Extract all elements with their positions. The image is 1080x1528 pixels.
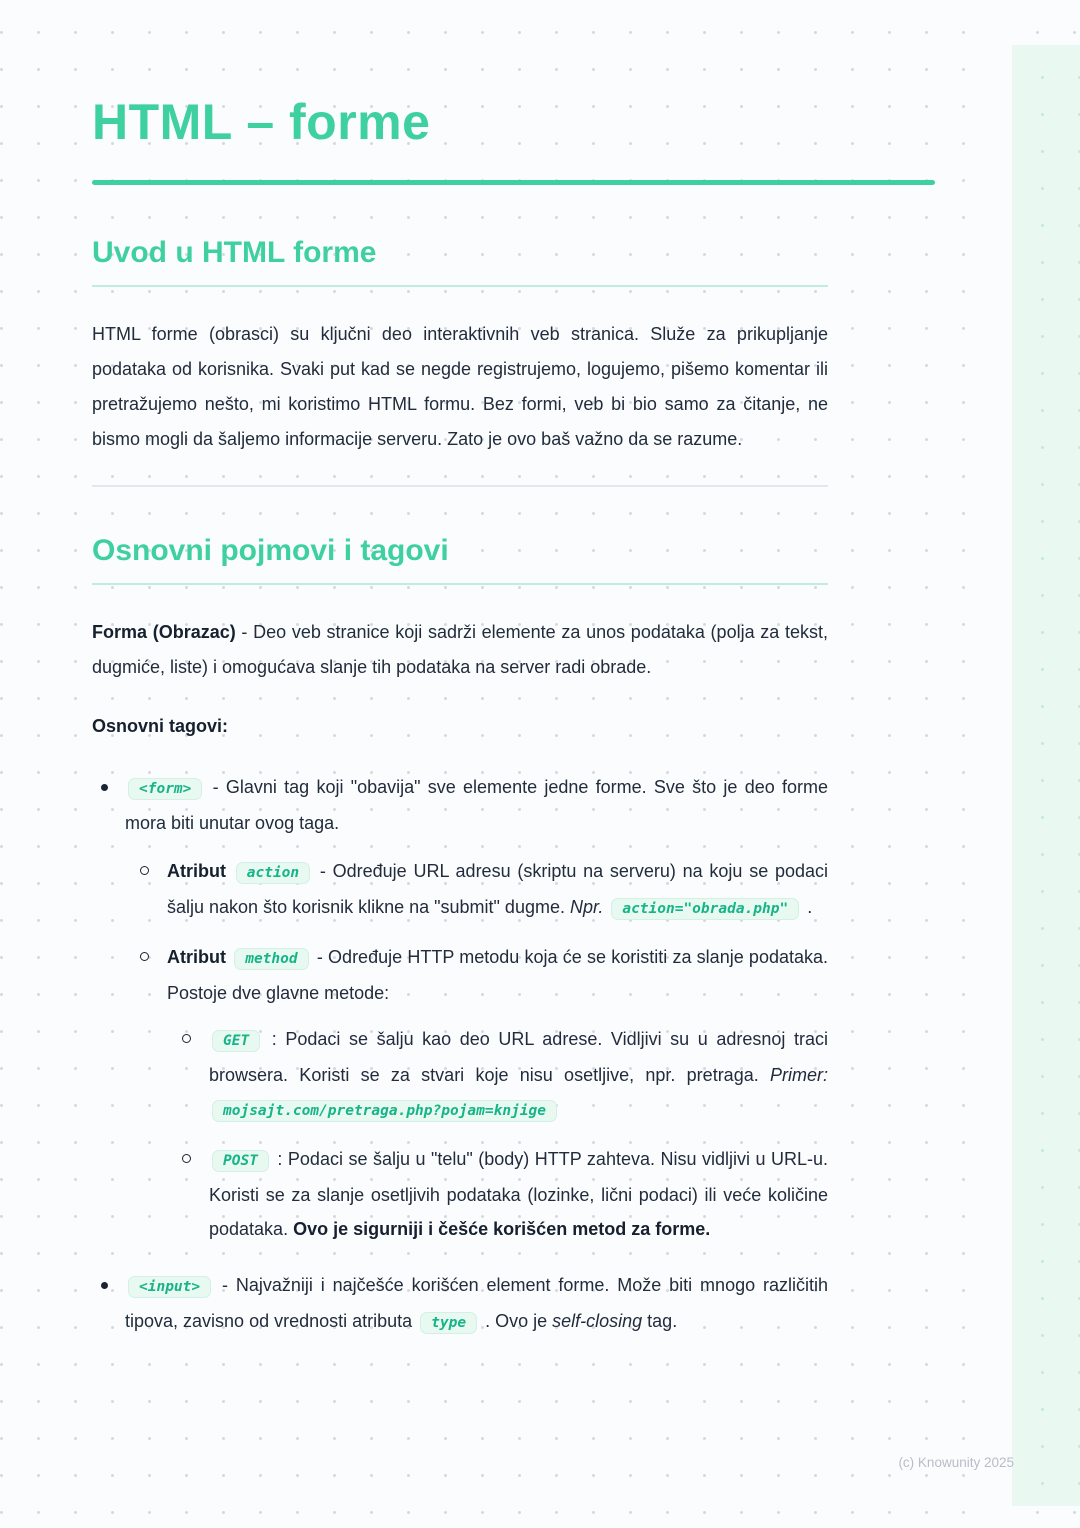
code-chip: action="obrada.php" <box>611 898 799 920</box>
section-heading-basics: Osnovni pojmovi i tagovi <box>92 533 828 585</box>
list-item-form <box>92 770 828 1246</box>
form-attributes-list <box>134 854 828 1246</box>
list-item-method-text: Atribut method - Određuje HTTP metodu koja će se koristiti za slanje podataka. Postoje dve glavne metode: <box>167 947 829 1003</box>
list-item-action <box>134 854 828 926</box>
right-margin-strip <box>968 0 1012 1528</box>
tags-list <box>92 770 828 1340</box>
title-rule <box>92 180 935 185</box>
section-heading-intro: Uvod u HTML forme <box>92 235 828 287</box>
code-chip: POST <box>212 1150 269 1172</box>
code-chip: mojsajt.com/pretraga.php?pojam=knjige <box>212 1100 557 1122</box>
list-item-input-text: <input> - Najvažniji i najčešće korišćen element forme. Može biti mnogo različitih tipova, zavisno od vrednosti atributa type . Ovo je self-closing tag. <box>125 1268 828 1340</box>
code-chip: type <box>420 1312 477 1334</box>
list-item-action-text: Atribut action - Određuje URL adresu (skriptu na serveru) na koju se podaci šalju nakon što korisnik klikne na "submit" dugme. Npr. action="obrada.php" . <box>167 854 828 926</box>
code-chip: action <box>236 862 310 884</box>
footer-credit: (c) Knowunity 2025 <box>898 1455 1014 1470</box>
intro-paragraph: HTML forme (obrasci) su ključni deo interaktivnih veb stranica. Služe za prikupljanje podataka od korisnika. Svaki put kad se negde registrujemo, logujemo, pišemo komentar ili pretražujemo nešto, mi koristimo HTML formu. Bez formi, veb bi bio samo za čitanje, ne bismo mogli da šaljemo informacije serveru. Zato je ovo baš važno da se razume. <box>92 324 828 449</box>
list-item-form-text: <form> - Glavni tag koji "obavija" sve elemente jedne forme. Sve što je deo forme mora biti unutar ovog taga. <box>125 777 828 833</box>
list-item-input <box>92 1268 828 1340</box>
section-basics <box>92 533 828 1340</box>
basics-paragraph: Forma (Obrazac) - Deo veb stranice koji sadrži elemente za unos podataka (polja za tekst, dugmiće, liste) i omogućava slanje tih podataka na server radi obrade. <box>92 622 828 677</box>
list-item-get-text: GET : Podaci se šalju kao deo URL adrese. Vidljivi su u adresnoj traci browsera. Koristi se za stvari koje nisu osetljive, npr. pretraga. Primer: mojsajt.com/pretraga.php?pojam=knjige <box>209 1022 828 1128</box>
list-item-post <box>176 1142 828 1246</box>
page-title: HTML – forme <box>92 94 431 150</box>
tags-label: Osnovni tagovi: <box>92 716 229 736</box>
section-divider <box>92 485 828 487</box>
code-chip: GET <box>212 1030 260 1052</box>
code-chip: method <box>234 948 308 970</box>
content-column <box>92 0 828 1362</box>
section-intro <box>92 235 828 457</box>
code-chip: <form> <box>128 778 202 800</box>
list-item-post-text: POST : Podaci se šalju u "telu" (body) HTTP zahteva. Nisu vidljivi u URL-u. Koristi se za slanje osetljivih podataka (lozinke, lični podaci) ili veće količine podataka. Ovo je sigurniji i češće korišćen metod za forme. <box>209 1149 828 1239</box>
list-item-get <box>176 1022 828 1128</box>
right-accent-band <box>1012 45 1080 1506</box>
method-options-list <box>176 1022 828 1246</box>
code-chip: <input> <box>128 1276 211 1298</box>
list-item-method <box>134 940 828 1246</box>
